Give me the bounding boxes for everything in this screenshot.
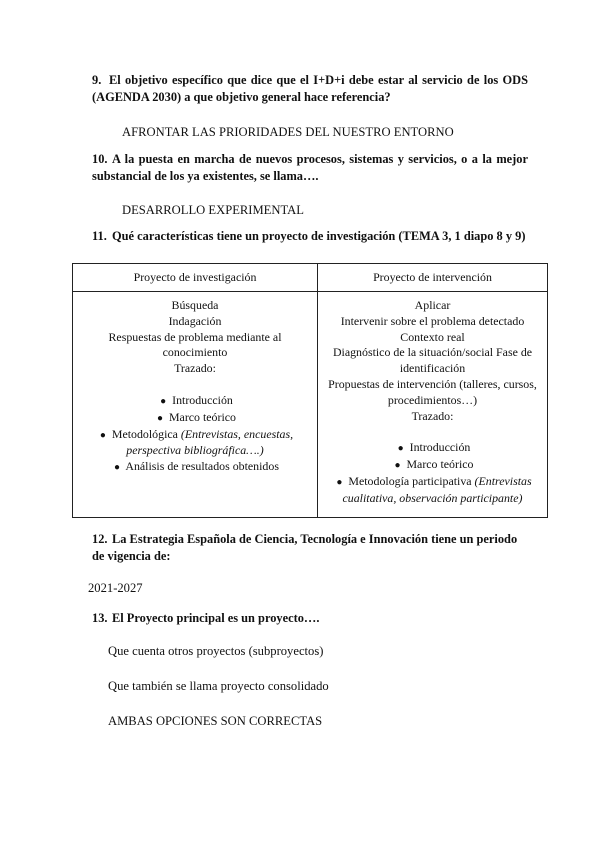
cell-line: Trazado: xyxy=(174,361,216,376)
option-3: AMBAS OPCIONES SON CORRECTAS xyxy=(108,714,323,728)
cell-line: Indagación xyxy=(168,313,222,328)
bullet-icon: ● xyxy=(394,460,401,472)
list-item: ● Marco teórico xyxy=(328,457,537,474)
question-text: A la puesta en marcha de nuevos procesos, sistemas y servicios, o a la mejor substancial de los ya existentes, se llama…. xyxy=(92,152,528,183)
question-text: El objetivo específico que dice que el I+D+i debe estar al servicio de los ODS (AGENDA 2030) a que objetivo general hace referencia? xyxy=(92,73,528,104)
bullet-icon: ● xyxy=(99,429,106,441)
question-text: Qué características tiene un proyecto de investigación (TEMA 3, 1 diapo 8 y 9) xyxy=(112,229,526,243)
bullet-icon: ● xyxy=(397,443,404,455)
option-1: Que cuenta otros proyectos (subproyectos) xyxy=(108,644,324,658)
question-number: 12. xyxy=(92,532,108,546)
cell-line: Búsqueda xyxy=(171,298,219,312)
bullet-icon: ● xyxy=(114,462,121,474)
list-item: ● Introducción xyxy=(328,440,537,457)
cell-intervencion xyxy=(318,292,548,518)
cell-investigacion xyxy=(73,292,318,518)
question-number: 10. xyxy=(92,152,108,166)
answer-10: DESARROLLO EXPERIMENTAL xyxy=(122,203,304,217)
table-row xyxy=(73,292,548,518)
header-intervencion: Proyecto de intervención xyxy=(318,264,548,292)
list-item: ● Metodología participativa (Entrevistas cualitativa, observación participante) xyxy=(328,474,537,507)
header-investigacion: Proyecto de investigación xyxy=(73,264,318,292)
cell-line: Propuestas de intervención (talleres, cursos, procedimientos…) xyxy=(328,376,537,407)
list-item: ● Análisis de resultados obtenidos xyxy=(83,459,307,476)
option-2: Que también se llama proyecto consolidado xyxy=(108,679,329,693)
question-number: 9. xyxy=(92,73,102,87)
table-header-row xyxy=(73,264,548,292)
bullet-icon: ● xyxy=(160,395,167,407)
question-13 xyxy=(92,610,528,627)
answer-12: 2021-2027 xyxy=(88,581,143,595)
question-text: El Proyecto principal es un proyecto…. xyxy=(112,611,320,625)
list-item-note: (Entrevistas cualitativa, observación participante) xyxy=(342,473,532,505)
answer-9: AFRONTAR LAS PRIORIDADES DEL NUESTRO ENTORNO xyxy=(122,125,454,139)
question-number: 13. xyxy=(92,611,108,625)
question-9 xyxy=(92,72,528,106)
cell-line: Intervenir sobre el problema detectado xyxy=(340,313,525,328)
cell-line: Trazado: xyxy=(411,408,454,423)
question-11 xyxy=(92,228,528,245)
cell-line: Diagnóstico de la situación/social Fase de identificación xyxy=(332,345,533,376)
list-item-note: (Entrevistas, encuestas, perspectiva bibliográfica….) xyxy=(126,426,294,458)
question-12 xyxy=(92,531,528,565)
cell-line: Aplicar xyxy=(414,298,451,312)
cell-line: Respuestas de problema mediante al conocimiento xyxy=(108,329,282,360)
list-item: ● Metodológica (Entrevistas, encuestas, perspectiva bibliográfica….) xyxy=(83,427,307,460)
question-10 xyxy=(92,151,528,185)
cell-line: Contexto real xyxy=(400,329,465,344)
bullet-icon: ● xyxy=(156,412,163,424)
list-item: ● Marco teórico xyxy=(83,410,307,427)
question-text: La Estrategia Española de Ciencia, Tecnología e Innovación tiene un periodo de vigencia de: xyxy=(92,532,518,563)
comparison-table xyxy=(72,263,548,518)
list-item: ● Introducción xyxy=(83,393,307,410)
bullet-list xyxy=(83,393,307,476)
question-number: 11. xyxy=(92,229,107,243)
bullet-list xyxy=(328,440,537,506)
bullet-icon: ● xyxy=(336,476,343,488)
